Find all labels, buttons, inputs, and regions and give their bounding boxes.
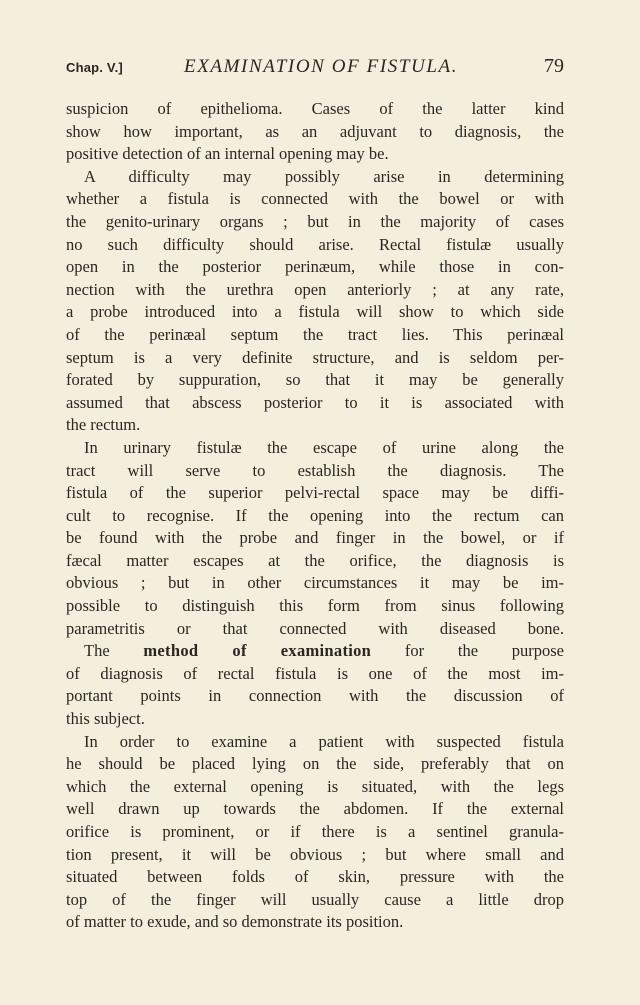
- text-line: fæcal matter escapes at the orifice, the diagnosis is: [66, 550, 564, 570]
- text-line: A difficulty may possibly arise in determining: [84, 166, 564, 186]
- text-line: The method of examination for the purpose: [84, 641, 564, 661]
- text-line: of diagnosis of rectal fistula is one of the most im-: [66, 663, 564, 683]
- text-line: suspicion of epithelioma. Cases of the latter kind: [66, 99, 564, 118]
- chapter-label: Chap. V.]: [66, 60, 123, 75]
- text-line: which the external opening is situated, with the legs: [66, 776, 564, 796]
- text-line: In urinary fistulæ the escape of urine along the: [84, 437, 564, 457]
- text-line: assumed that abscess posterior to it is associated with: [66, 392, 564, 412]
- text-line: tion present, it will be obvious ; but where small and: [66, 844, 564, 864]
- text-line: the genito-urinary organs ; but in the majority of cases: [66, 211, 564, 231]
- text-line: of the perinæal septum the tract lies. This perinæal: [66, 324, 564, 344]
- text-line: well drawn up towards the abdomen. If the external: [66, 799, 564, 819]
- text-line: be found with the probe and finger in the bowel, or if: [66, 528, 564, 548]
- text-line: parametritis or that connected with diseased bone.: [66, 618, 564, 638]
- text-line: the rectum.: [66, 415, 141, 435]
- text-line: possible to distinguish this form from sinus following: [66, 596, 564, 616]
- book-page: [66, 54, 564, 934]
- text-line: nection with the urethra open anteriorly ; at any rate,: [66, 279, 564, 299]
- running-title: EXAMINATION OF FISTULA.: [184, 56, 459, 77]
- text-line: In order to examine a patient with suspected fistula: [84, 731, 564, 751]
- text-line: septum is a very definite structure, and is seldom per-: [66, 347, 564, 367]
- text-line: show how important, as an adjuvant to diagnosis, the: [66, 121, 564, 141]
- text-line: portant points in connection with the discussion of: [66, 686, 564, 706]
- text-line: whether a fistula is connected with the bowel or with: [66, 189, 564, 209]
- text-line: forated by suppuration, so that it may be generally: [66, 370, 564, 390]
- text-line: top of the finger will usually cause a little drop: [66, 889, 564, 909]
- text-line: positive detection of an internal opening may be.: [66, 144, 389, 164]
- running-head: [66, 54, 564, 84]
- body-text: [66, 98, 564, 934]
- text-line: of matter to exude, and so demonstrate its position.: [66, 912, 404, 932]
- text-line: tract will serve to establish the diagnosis. The: [66, 460, 564, 480]
- bold-phrase: method of examination: [143, 641, 372, 661]
- text-line: orifice is prominent, or if there is a sentinel granula-: [66, 822, 564, 841]
- text-line: fistula of the superior pelvi-rectal space may be diffi-: [66, 483, 564, 503]
- text-line: situated between folds of skin, pressure with the: [66, 867, 564, 887]
- text-line: this subject.: [66, 709, 145, 729]
- text-line: obvious ; but in other circumstances it may be im-: [66, 573, 564, 593]
- text-line: cult to recognise. If the opening into the rectum can: [66, 505, 564, 525]
- page-number: 79: [544, 55, 564, 77]
- text-line: open in the posterior perinæum, while those in con-: [66, 257, 564, 277]
- text-line: he should be placed lying on the side, preferably that on: [66, 754, 564, 774]
- text-line: no such difficulty should arise. Rectal fistulæ usually: [66, 234, 564, 254]
- text-line: a probe introduced into a fistula will show to which side: [66, 302, 564, 322]
